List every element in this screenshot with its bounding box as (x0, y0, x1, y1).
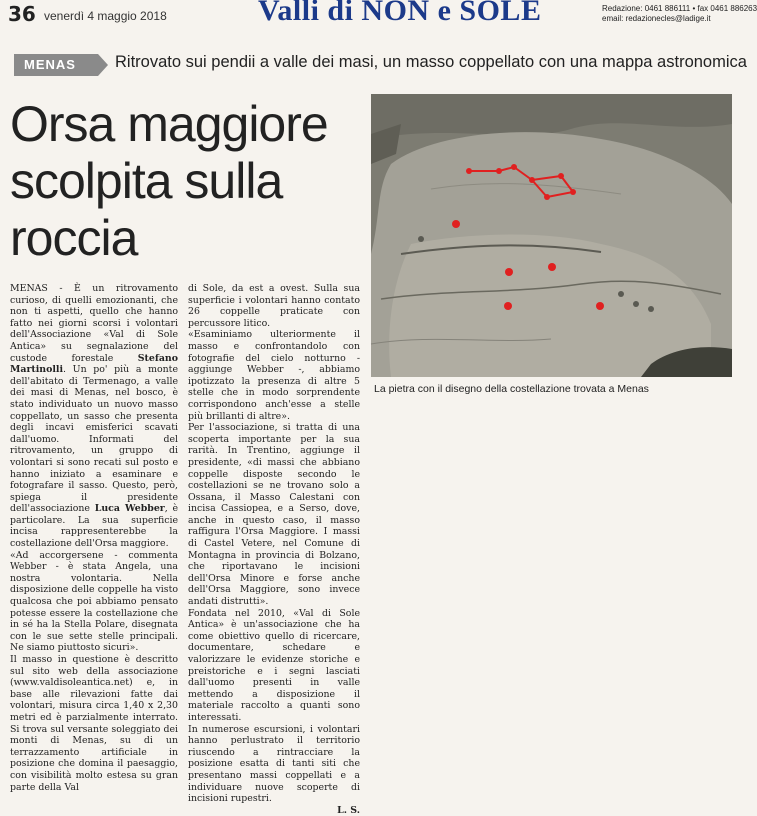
article-column-2 (188, 283, 360, 816)
text-run: , è particolare. La sua superficie incisa rappresenterebbe la costellazione dell'Orsa maggiore. (10, 503, 178, 550)
page-header (0, 0, 757, 30)
article-headline: Orsa maggiore scolpita sulla roccia (10, 96, 328, 266)
author-signature: L. S. (337, 804, 360, 816)
paragraph: Per l'associazione, si tratta di una scoperta importante per la sua rarità. In Trentino, aggiunge il presidente, «di massi che abbiano coppelle disposte secondo le costellazioni se ne trovano solo a Ossana, il Masso Calestani con incisa Cassiopea, e a Serso, dove, anche in questo caso, il masso raffigura l'Orsa Maggiore. I massi di Castel Vetere, nel Comune di Montagna in provincia di Bolzano, che riportavano le incisioni dell'Orsa Minore e forse anche dell'Orsa Maggiore, sono invece andati distrutti». (188, 422, 360, 608)
paragraph: di Sole, da est a ovest. Sulla sua superficie i volontari hanno contato 26 coppelle praticate con percussore litico. (188, 283, 360, 329)
article-photo (371, 94, 732, 377)
paragraph (10, 283, 178, 550)
rock-photo-illustration (371, 94, 732, 377)
page-number: 36 (8, 2, 36, 26)
article-column-1 (10, 283, 178, 793)
section-masthead: Valli di NON e SOLE (258, 0, 542, 27)
paragraph: In numerose escursioni, i volontari hanno perlustrato il territorio riuscendo a rintracciare la posizione esatta di tanti siti che presentano massi coppellati e a individuare nuove scoperte di incisioni rupestri. (188, 723, 360, 805)
issue-date: venerdì 4 maggio 2018 (44, 9, 167, 23)
contact-email: email: redazionecles@ladige.it (602, 14, 711, 23)
person-name: Stefano Martinolli (10, 352, 178, 376)
location-tag: MENAS (14, 54, 98, 76)
text-run: . Un po' più a monte dell'abitato di Termenago, a valle dei masi di Menas, nel bosco, è stato individuato un nuovo masso coppellato, un sasso che presenta degli incavi emisferici scavati dall'uomo. Informati del ritrovamento, un gruppo di volontari si sono recati sul posto e hanno iniziato a esaminare e fotografare il sasso. Questo, però, spiega il presidente dell'associazione (10, 364, 178, 515)
contact-info (602, 4, 757, 24)
paragraph: Il masso in questione è descritto sul sito web della associazione (www.valdisoleantica.net) e, in base alle rilevazioni fatte dai volontari, misura circa 1,40 x 2,30 metri ed è parzialmente interrato. Si trova sul versante soleggiato dei monti di Menas, su di un terrazzamento artificiale in posizione che domina il paesaggio, con visibilità molto estesa su gran parte della Val (10, 654, 178, 793)
kicker-text: Ritrovato sui pendii a valle dei masi, un masso coppellato con una mappa astronomica (115, 53, 747, 71)
photo-caption: La pietra con il disegno della costellazione trovata a Menas (374, 383, 649, 395)
contact-phone: Redazione: 0461 886111 • fax 0461 886263 (602, 4, 757, 13)
paragraph: «Ad accorgersene - commenta Webber - è stata Angela, una nostra volontaria. Nella disposizione delle coppelle ha visto qualcosa che poi abbiamo pensato potesse essere la costellazione che in sé ha la Stella Polare, disegnata con le sue sette stelle principali. Ne siamo piuttosto sicuri». (10, 549, 178, 654)
person-name: Luca Webber (94, 503, 165, 515)
kicker-row (0, 52, 748, 78)
paragraph: «Esaminiamo ulteriormente il masso e confrontandolo con fotografie del cielo notturno - aggiunge Webber -, abbiamo ipotizzato la presenza di altre 5 stelle che in modo sorprendente corrispondono anch'esse a stelle più brillanti di altre». (188, 329, 360, 422)
paragraph: Fondata nel 2010, «Val di Sole Antica» è un'associazione che ha come obiettivo quello di ricercare, documentare, schedare e valorizzare le evidenze storiche e preistoriche e i segni lasciati dall'uomo presenti in valle mettendo a disposizione il materiale raccolto a quanti sono interessati. (188, 607, 360, 723)
text-run: MENAS - È un ritrovamento curioso, di quelli emozionanti, che non ti aspetti, quello che hanno fatto nei giorni scorsi i volontari dell'Associazione «Val di Sole Antica» su segnalazione del custode forestale (10, 283, 178, 364)
